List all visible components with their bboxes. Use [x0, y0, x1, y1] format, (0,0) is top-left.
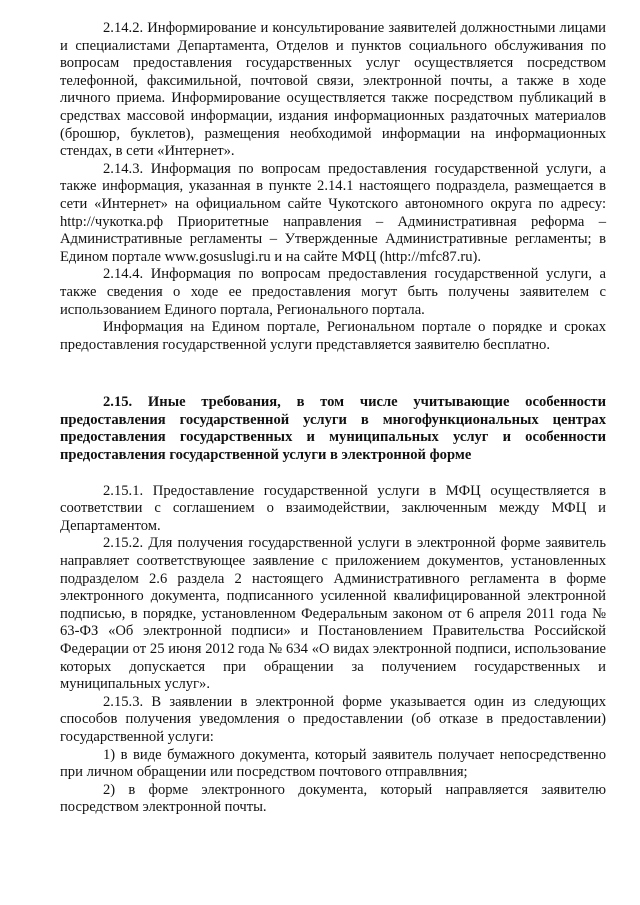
paragraph-2-14-2: 2.14.2. Информирование и консультирование заявителей должностными лицами и специалистами Департамента, Отделов и пунктов социального обслуживания по вопросам предоставления государственных услуг осуществляется посредством телефонной, факсимильной, почтовой связи, электронной почты, а также в ходе личного приема. Информирование осуществляется также посредством публикаций в средствах массовой информации, издания информационных раздаточных материалов (брошюр, буклетов), размещения необходимой информации на информационных стендах, в сети «Интернет». — [60, 20, 606, 160]
spacer — [60, 354, 606, 394]
document-page — [60, 20, 606, 817]
paragraph-2-14-4: 2.14.4. Информация по вопросам предоставления государственной услуги, а также сведения о ходе ее предоставления могут быть получены заявителем с использованием Единого портала, Регионального портала. — [60, 266, 606, 318]
paragraph-info-free: Информация на Едином портале, Региональном портале о порядке и сроках предоставления государственной услуги представляется заявителю бесплатно. — [60, 319, 606, 353]
list-item-2: 2) в форме электронного документа, который направляется заявителю посредством электронной почты. — [60, 781, 606, 816]
section-heading-2-15: 2.15. Иные требования, в том числе учитывающие особенности предоставления государственной услуги в многофункциональных центрах предоставления государственных и муниципальных услуг и особенности предоставления государственной услуги в электронной форме — [60, 394, 606, 464]
paragraph-2-15-3: 2.15.3. В заявлении в электронной форме указывается один из следующих способов получения уведомления о предоставлении (об отказе в предоставлении) государственной услуги: — [60, 693, 606, 745]
paragraph-2-15-1: 2.15.1. Предоставление государственной услуги в МФЦ осуществляется в соответствии с соглашением о взаимодействии, заключенным между МФЦ и Департаментом. — [60, 482, 606, 534]
paragraph-2-14-3: 2.14.3. Информация по вопросам предоставления государственной услуги, а также информация, указанная в пункте 2.14.1 настоящего подраздела, размещается в сети «Интернет» на официальном сайте Чукотского автономного округа по адресу: http://чукотка.рф Приоритетные направления – Административная реформа – Административные регламенты – Утвержденные Административные регламенты; в Едином портале www.gosuslugi.ru и на сайте МФЦ (http://mfc87.ru). — [60, 160, 606, 265]
list-item-1: 1) в виде бумажного документа, который заявитель получает непосредственно при личном обращении или посредством почтового отправлвния; — [60, 746, 606, 781]
paragraph-2-15-2: 2.15.2. Для получения государственной услуги в электронной форме заявитель направляет соответствующее заявление с приложением документов, установленных подразделом 2.6 раздела 2 настоящего Административного регламента в форме электронного документа, подписанного усиленной квалифицированной электронной подписью, в порядке, установленном Федеральным законом от 6 апреля 2011 года № 63-ФЗ «Об электронной подписи» и Постановлением Правительства Российской Федерации от 25 июня 2012 года № 634 «О видах электронной подписи, использование которых допускается при обращении за получением государственных и муниципальных услуг». — [60, 535, 606, 693]
spacer — [60, 465, 606, 483]
